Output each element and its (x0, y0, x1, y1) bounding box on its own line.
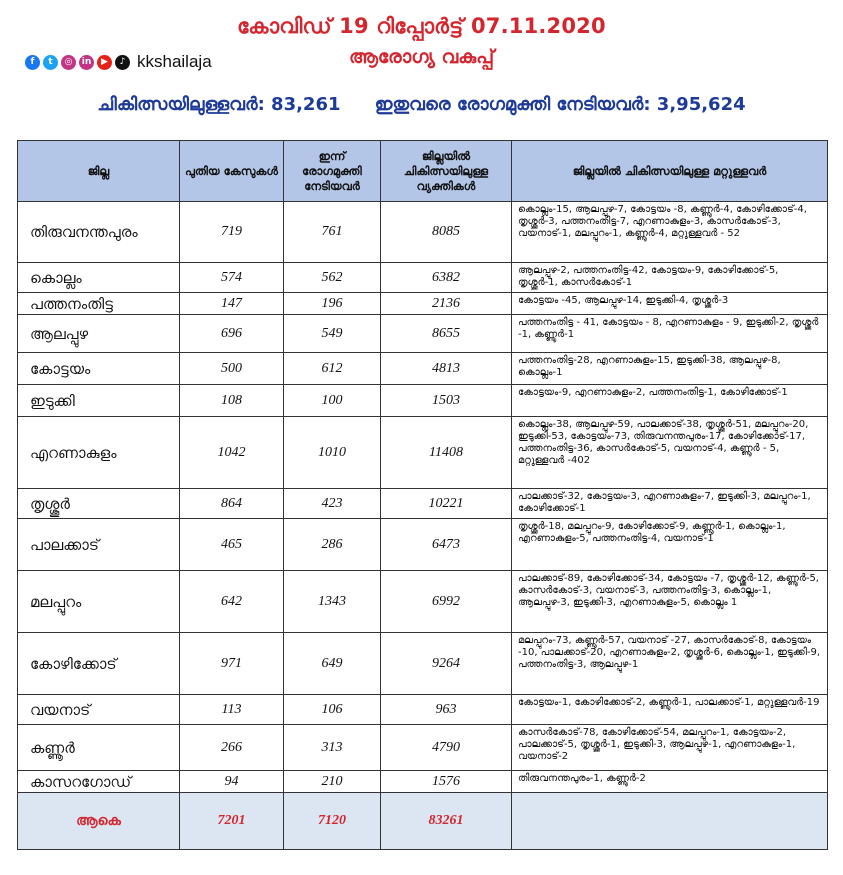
new-cases-cell: 108 (180, 385, 284, 417)
recovered-cell: 1010 (284, 417, 381, 489)
others-cell: പത്തനംതിട്ട-28, എറണാകുളം-15, ഇടുക്കി-38, ആലപ്പുഴ-8, കൊല്ലം-1 (512, 353, 828, 385)
recovered-cell: 423 (284, 489, 381, 519)
report-title: കോവിഡ് 19 റിപ്പോർട്ട് 07.11.2020 (237, 14, 606, 38)
total-recovered: 7120 (284, 793, 381, 850)
table-row (18, 725, 828, 771)
recovered-cell: 286 (284, 519, 381, 571)
header-new-cases: പുതിയ കേസുകൾ (180, 141, 284, 202)
others-cell: കൊല്ലം-38, ആലപ്പുഴ-59, പാലക്കാട്-38, തൃശ്ശൂർ-51, മലപ്പുറം-20, ഇടുക്കി-53, കോട്ടയം-73, തിരുവനന്തപുരം-17, കോഴിക്കോട്-17, പത്തനംതിട്ട-36, കാസർകോട്-5, വയനാട്-4, കണ്ണൂർ - 5, മറ്റുള്ളവർ -402 (512, 417, 828, 489)
others-cell: പത്തനംതിട്ട - 41, കോട്ടയം - 8, എറണാകുളം - 9, ഇടുക്കി-2, തൃശ്ശൂർ -1, കണ്ണൂർ-1 (512, 315, 828, 353)
recovered-cell: 549 (284, 315, 381, 353)
recovered-cell: 196 (284, 293, 381, 315)
others-cell: പാലക്കാട്-32, കോട്ടയം-3, എറണാകുളം-7, ഇടുക്കി-3, മലപ്പുറം-1, കോഴിക്കോട്-1 (512, 489, 828, 519)
treatment-cell: 4813 (381, 353, 512, 385)
others-cell: കാസർകോട്-78, കോഴിക്കോട്-54, മലപ്പുറം-1, കോട്ടയം-2, പാലക്കാട്-5, തൃശ്ശൂർ-1, ഇടുക്കി-3, ആലപ്പുഴ-1, എറണാകുളം-1, വയനാട്-2 (512, 725, 828, 771)
table-header-row (18, 141, 828, 202)
treatment-cell: 11408 (381, 417, 512, 489)
recovered-cell: 106 (284, 695, 381, 725)
district-cell: മലപ്പുറം (18, 571, 180, 633)
treatment-cell: 8085 (381, 202, 512, 263)
facebook-icon: f (25, 55, 40, 70)
total-treatment: 83261 (381, 793, 512, 850)
district-cell: കൊല്ലം (18, 263, 180, 293)
district-cell: കാസറഗോഡ് (18, 771, 180, 793)
treatment-cell: 9264 (381, 633, 512, 695)
district-cell: കോഴിക്കോട് (18, 633, 180, 695)
youtube-icon: ▶ (97, 55, 112, 70)
total-row (18, 793, 828, 850)
treatment-cell: 963 (381, 695, 512, 725)
recovered-summary: ഇതുവരെ രോഗമുക്തി നേടിയവർ: 3,95,624 (374, 94, 746, 115)
district-table (17, 140, 828, 850)
department-subtitle: ആരോഗ്യ വകുപ്പ് (348, 46, 495, 68)
treatment-cell: 2136 (381, 293, 512, 315)
treatment-cell: 8655 (381, 315, 512, 353)
others-cell: പാലക്കാട്-89, കോഴിക്കോട്-34, കോട്ടയം -7, തൃശ്ശൂർ-12, കണ്ണൂർ-5, കാസർകോട്-3, വയനാട്-3, പത്തനംതിട്ട-3, കൊല്ലം-1, ആലപ്പുഴ-3, ഇടുക്കി-3, എറണാകുളം-5, കൊല്ലം 1 (512, 571, 828, 633)
table-row (18, 695, 828, 725)
tiktok-icon: ♪ (115, 55, 130, 70)
new-cases-cell: 642 (180, 571, 284, 633)
district-cell: തൃശ്ശൂർ (18, 489, 180, 519)
recovered-cell: 100 (284, 385, 381, 417)
recovered-cell: 562 (284, 263, 381, 293)
new-cases-cell: 113 (180, 695, 284, 725)
table-row (18, 519, 828, 571)
district-cell: എറണാകുളം (18, 417, 180, 489)
district-cell: ഇടുക്കി (18, 385, 180, 417)
linkedin-icon: in (79, 55, 94, 70)
district-cell: തിരുവനന്തപുരം (18, 202, 180, 263)
header-others: ജില്ലയിൽ ചികിത്സയിലുള്ള മറ്റുള്ളവർ (512, 141, 828, 202)
table-row (18, 353, 828, 385)
recovered-cell: 649 (284, 633, 381, 695)
treatment-cell: 10221 (381, 489, 512, 519)
table-row (18, 385, 828, 417)
new-cases-cell: 864 (180, 489, 284, 519)
new-cases-cell: 500 (180, 353, 284, 385)
social-handle: kkshailaja (137, 52, 212, 71)
district-cell: കണ്ണൂർ (18, 725, 180, 771)
header-district: ജില്ല (18, 141, 180, 202)
new-cases-cell: 574 (180, 263, 284, 293)
new-cases-cell: 94 (180, 771, 284, 793)
others-cell: മലപ്പുറം-73, കണ്ണൂർ-57, വയനാട് -27, കാസർകോട്-8, കോട്ടയം -10, പാലക്കാട്-20, എറണാകുളം-2, തൃശ്ശൂർ-6, കൊല്ലം-1, ഇടുക്കി-9, പത്തനംതിട്ട-3, ആലപ്പുഴ-1 (512, 633, 828, 695)
table-row (18, 417, 828, 489)
new-cases-cell: 971 (180, 633, 284, 695)
treatment-cell: 6992 (381, 571, 512, 633)
social-handles (25, 52, 212, 72)
district-cell: വയനാട് (18, 695, 180, 725)
recovered-cell: 761 (284, 202, 381, 263)
new-cases-cell: 719 (180, 202, 284, 263)
recovered-cell: 313 (284, 725, 381, 771)
treatment-cell: 6382 (381, 263, 512, 293)
recovered-cell: 612 (284, 353, 381, 385)
table-row (18, 489, 828, 519)
recovered-cell: 210 (284, 771, 381, 793)
new-cases-cell: 266 (180, 725, 284, 771)
header-recovered-today: ഇന്ന് രോഗമുക്തി നേടിയവർ (284, 141, 381, 202)
new-cases-cell: 147 (180, 293, 284, 315)
active-cases-summary: ചികിത്സയിലുള്ളവർ: 83,261 (97, 94, 341, 115)
table-row (18, 202, 828, 263)
table-row (18, 571, 828, 633)
table-row (18, 293, 828, 315)
others-cell: കൊല്ലം-15, ആലപ്പുഴ-7, കോട്ടയം -8, കണ്ണൂർ-4, കോഴിക്കോട്-4, തൃശ്ശൂർ-3, പത്തനംതിട്ട-7, എറണാകുളം-3, കാസർകോട്-3, വയനാട്-1, മലപ്പുറം-1, കണ്ണൂർ-4, മറ്റുള്ളവർ - 52 (512, 202, 828, 263)
recovered-cell: 1343 (284, 571, 381, 633)
new-cases-cell: 696 (180, 315, 284, 353)
district-cell: പത്തനംതിട്ട (18, 293, 180, 315)
total-label: ആകെ (18, 793, 180, 850)
new-cases-cell: 465 (180, 519, 284, 571)
summary-line (0, 94, 843, 115)
others-cell: കോട്ടയം -45, ആലപ്പുഴ-14, ഇടുക്കി-4, തൃശ്ശൂർ-3 (512, 293, 828, 315)
treatment-cell: 1503 (381, 385, 512, 417)
header-in-treatment: ജില്ലയിൽ ചികിത്സയിലുള്ള വ്യക്തികൾ (381, 141, 512, 202)
new-cases-cell: 1042 (180, 417, 284, 489)
table-row (18, 771, 828, 793)
others-cell: കോട്ടയം-1, കോഴിക്കോട്-2, കണ്ണൂർ-1, പാലക്കാട്-1, മറ്റുള്ളവർ-19 (512, 695, 828, 725)
district-cell: ആലപ്പുഴ (18, 315, 180, 353)
district-cell: കോട്ടയം (18, 353, 180, 385)
table-row (18, 633, 828, 695)
others-cell: തിരുവനന്തപുരം-1, കണ്ണൂർ-2 (512, 771, 828, 793)
others-cell: തൃശ്ശൂർ-18, മലപ്പുറം-9, കോഴിക്കോട്-9, കണ്ണൂർ-1, കൊല്ലം-1, എറണാകുളം-5, പത്തനംതിട്ട-4, വയനാട്-1 (512, 519, 828, 571)
district-cell: പാലക്കാട് (18, 519, 180, 571)
instagram-icon: ◎ (61, 55, 76, 70)
table-row (18, 315, 828, 353)
twitter-icon: t (43, 55, 58, 70)
treatment-cell: 6473 (381, 519, 512, 571)
treatment-cell: 4790 (381, 725, 512, 771)
total-new-cases: 7201 (180, 793, 284, 850)
others-cell: കോട്ടയം-9, എറണാകുളം-2, പത്തനംതിട്ട-1, കോഴിക്കോട്-1 (512, 385, 828, 417)
total-others-empty (512, 793, 828, 850)
table-row (18, 263, 828, 293)
treatment-cell: 1576 (381, 771, 512, 793)
others-cell: ആലപ്പുഴ-2, പത്തനംതിട്ട-42, കോട്ടയം-9, കോഴിക്കോട്-5, തൃശ്ശൂർ-1, കാസർകോട്-1 (512, 263, 828, 293)
